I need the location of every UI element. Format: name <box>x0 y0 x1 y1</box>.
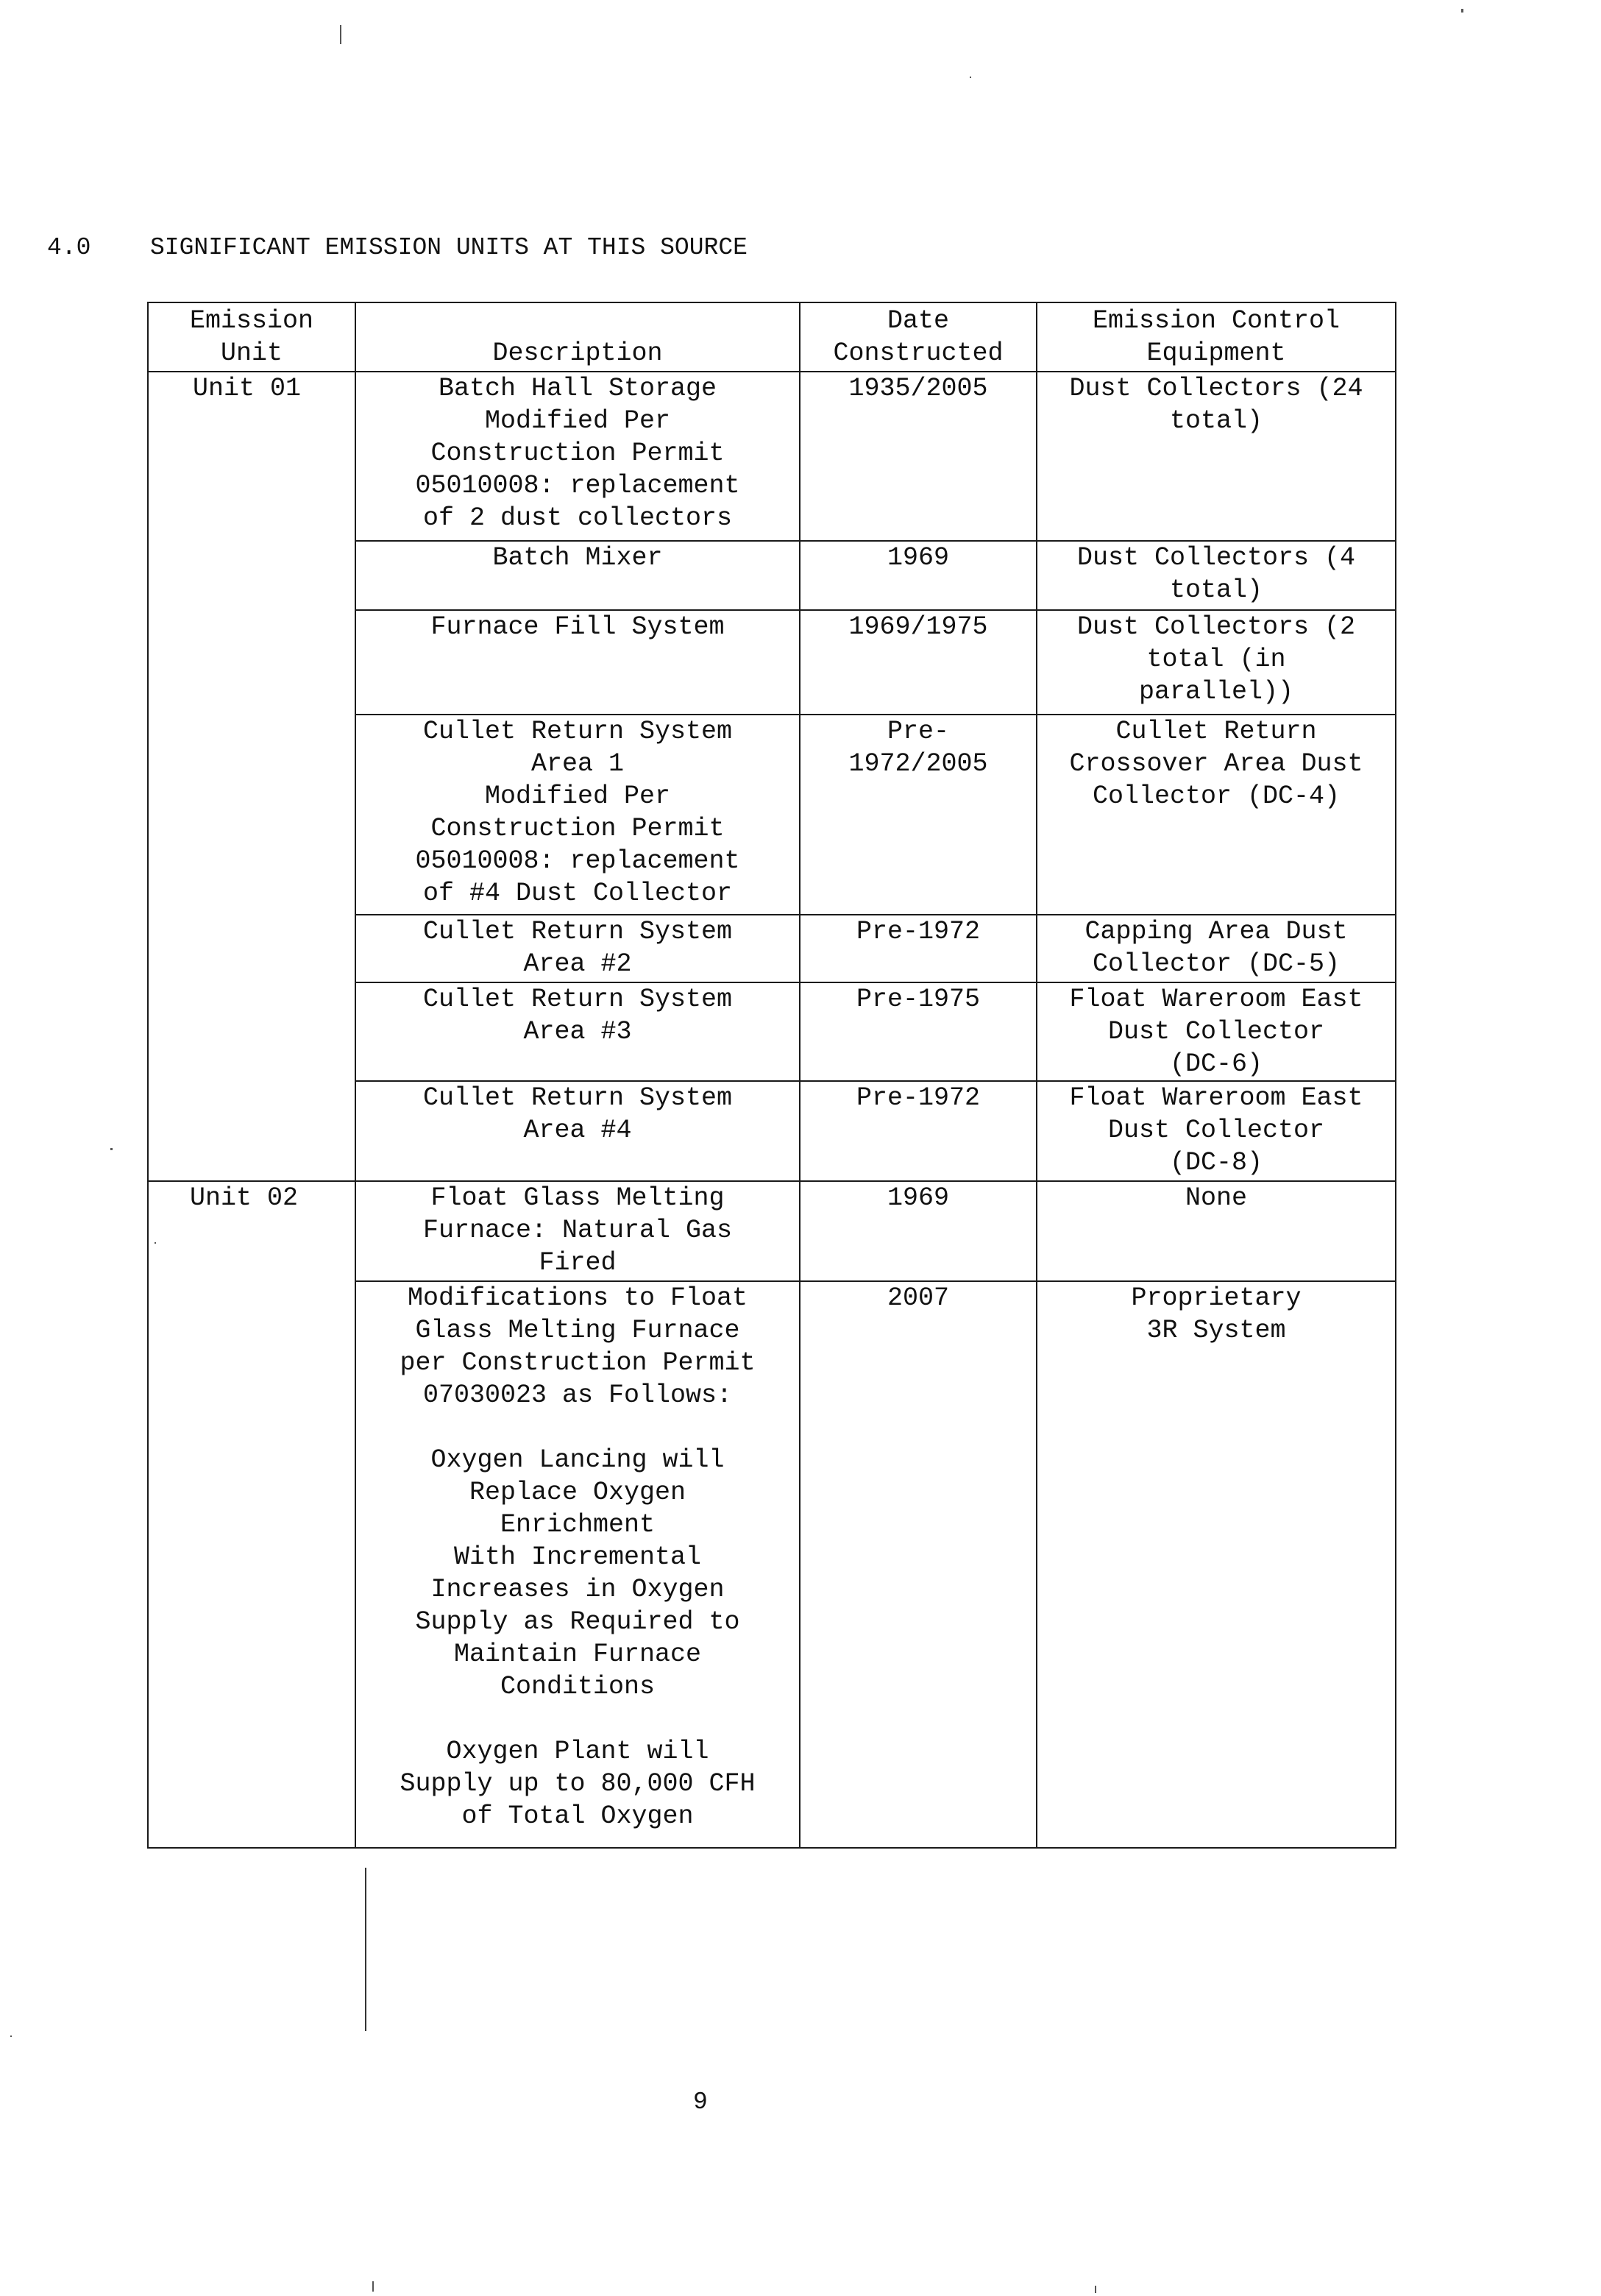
section-number: 4.0 <box>47 234 91 261</box>
header-date-constructed: Date Constructed <box>800 302 1037 372</box>
scan-speck <box>110 1148 113 1150</box>
table-row <box>148 1181 1396 1281</box>
description-cell: Cullet Return System Area #2 <box>355 915 800 982</box>
scan-speck <box>1461 9 1463 13</box>
table-header-row <box>148 302 1396 372</box>
description-cell: Cullet Return System Area #4 <box>355 1081 800 1181</box>
control-cell: Float Wareroom East Dust Collector (DC-6) <box>1037 982 1396 1081</box>
description-cell: Batch Mixer <box>355 541 800 610</box>
date-cell: Pre-1975 <box>800 982 1037 1081</box>
control-cell: Dust Collectors (4 total) <box>1037 541 1396 610</box>
scan-speck <box>340 25 341 44</box>
date-cell: Pre- 1972/2005 <box>800 715 1037 915</box>
emission-units-table <box>147 302 1396 1849</box>
scan-speck <box>155 1242 156 1244</box>
control-cell: Dust Collectors (2 total (in parallel)) <box>1037 610 1396 715</box>
date-cell: 1935/2005 <box>800 372 1037 541</box>
description-cell: Batch Hall Storage Modified Per Construction Permit 05010008: replacement of 2 dust collectors <box>355 372 800 541</box>
table-row <box>148 372 1396 541</box>
description-cell: Cullet Return System Area 1 Modified Per Construction Permit 05010008: replacement of #4 Dust Collector <box>355 715 800 915</box>
control-cell: Float Wareroom East Dust Collector (DC-8) <box>1037 1081 1396 1181</box>
date-cell: Pre-1972 <box>800 1081 1037 1181</box>
date-cell: Pre-1972 <box>800 915 1037 982</box>
description-cell: Cullet Return System Area #3 <box>355 982 800 1081</box>
scan-speck <box>372 2281 374 2292</box>
margin-line <box>365 1868 366 2031</box>
header-emission-control-equipment: Emission Control Equipment <box>1037 302 1396 372</box>
scan-speck <box>10 2035 12 2037</box>
description-cell: Modifications to Float Glass Melting Furnace per Construction Permit 07030023 as Follows: Oxygen Lancing will Replace Oxygen Enrichment With Incremental Increases in Oxygen Supply as Required to Maintain Furnace Conditions Oxygen Plant will Supply up to 80,000 CFH of Total Oxygen <box>355 1281 800 1848</box>
header-emission-unit: Emission Unit <box>148 302 355 372</box>
unit-cell-unit-02: Unit 02 <box>148 1181 355 1848</box>
control-cell: Cullet Return Crossover Area Dust Collector (DC-4) <box>1037 715 1396 915</box>
date-cell: 1969 <box>800 1181 1037 1281</box>
section-title: SIGNIFICANT EMISSION UNITS AT THIS SOURCE <box>150 234 748 261</box>
date-cell: 1969/1975 <box>800 610 1037 715</box>
unit-cell-unit-01: Unit 01 <box>148 372 355 1181</box>
description-cell: Furnace Fill System <box>355 610 800 715</box>
scan-speck <box>970 77 971 78</box>
control-cell: None <box>1037 1181 1396 1281</box>
header-description: Description <box>355 302 800 372</box>
date-cell: 2007 <box>800 1281 1037 1848</box>
date-cell: 1969 <box>800 541 1037 610</box>
page-number: 9 <box>693 2088 708 2116</box>
control-cell: Dust Collectors (24 total) <box>1037 372 1396 541</box>
section-heading <box>47 234 748 261</box>
control-cell: Proprietary 3R System <box>1037 1281 1396 1848</box>
scan-speck <box>1095 2286 1096 2293</box>
description-cell: Float Glass Melting Furnace: Natural Gas Fired <box>355 1181 800 1281</box>
control-cell: Capping Area Dust Collector (DC-5) <box>1037 915 1396 982</box>
